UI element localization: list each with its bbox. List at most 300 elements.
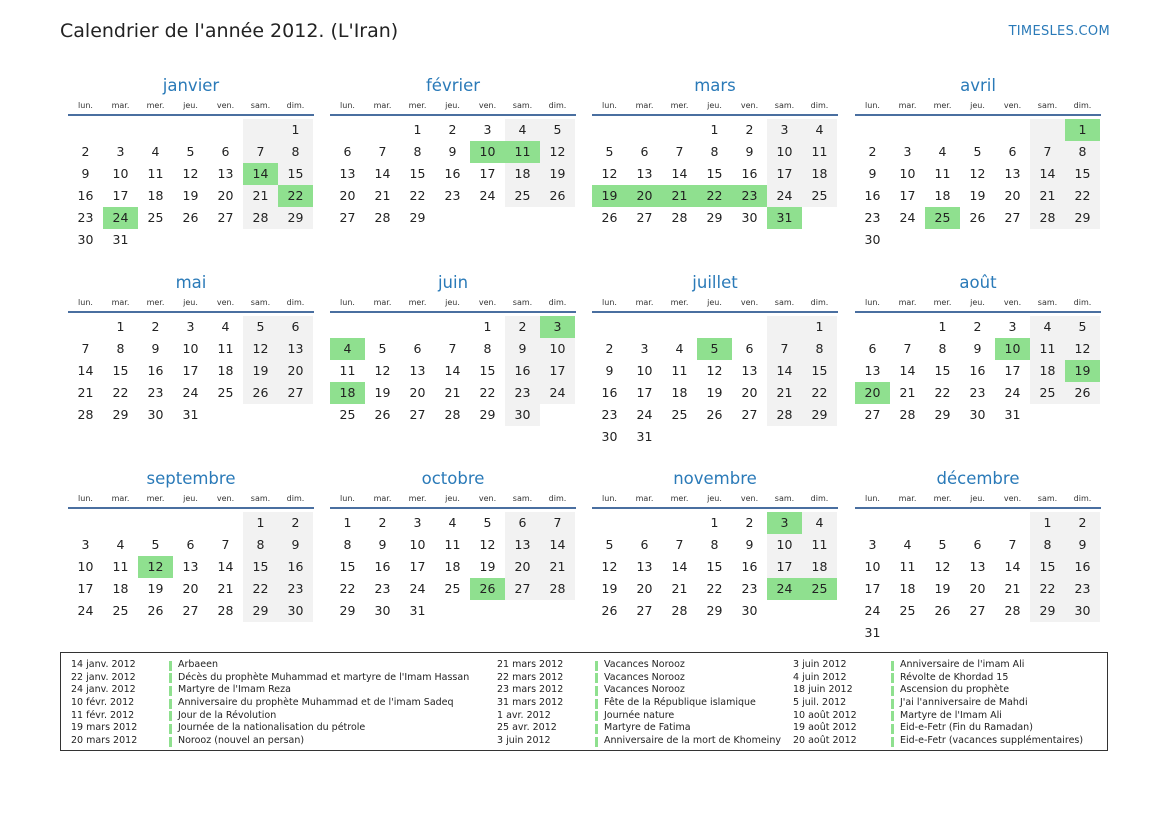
holiday-day-cell[interactable]: 18	[330, 382, 365, 404]
day-cell[interactable]: 8	[710, 144, 719, 159]
day-cell[interactable]: 8	[413, 144, 422, 159]
day-cell[interactable]: 21	[540, 556, 575, 578]
day-cell[interactable]: 7	[448, 341, 457, 356]
day-cell[interactable]: 28	[217, 603, 234, 618]
day-cell[interactable]: 27	[217, 210, 234, 225]
day-cell[interactable]: 9	[605, 363, 614, 378]
day-cell[interactable]: 26	[969, 210, 986, 225]
day-cell[interactable]: 2	[151, 319, 160, 334]
day-cell[interactable]: 29	[339, 603, 356, 618]
day-cell[interactable]: 25	[444, 581, 461, 596]
day-cell[interactable]: 21	[899, 385, 916, 400]
day-cell[interactable]: 20	[1004, 188, 1021, 203]
day-cell[interactable]: 14	[671, 559, 688, 574]
day-cell[interactable]: 17	[1004, 363, 1021, 378]
day-cell[interactable]: 23	[969, 385, 986, 400]
day-cell[interactable]: 23	[374, 581, 391, 596]
day-cell[interactable]: 17	[899, 188, 916, 203]
day-cell[interactable]: 6	[278, 316, 313, 338]
day-cell[interactable]: 16	[374, 559, 391, 574]
day-cell[interactable]: 7	[540, 512, 575, 534]
day-cell[interactable]: 18	[934, 188, 951, 203]
day-cell[interactable]: 2	[605, 341, 614, 356]
day-cell[interactable]: 4	[802, 512, 837, 534]
day-cell[interactable]: 8	[710, 537, 719, 552]
day-cell[interactable]: 16	[77, 188, 94, 203]
day-cell[interactable]: 27	[741, 407, 758, 422]
day-cell[interactable]: 29	[1030, 600, 1065, 622]
day-cell[interactable]: 5	[1065, 316, 1100, 338]
day-cell[interactable]: 13	[1004, 166, 1021, 181]
day-cell[interactable]: 22	[934, 385, 951, 400]
day-cell[interactable]: 30	[601, 429, 618, 444]
day-cell[interactable]: 21	[1004, 581, 1021, 596]
day-cell[interactable]: 15	[1065, 163, 1100, 185]
day-cell[interactable]: 29	[706, 210, 723, 225]
day-cell[interactable]: 2	[278, 512, 313, 534]
day-cell[interactable]: 23	[601, 407, 618, 422]
day-cell[interactable]: 23	[1065, 578, 1100, 600]
day-cell[interactable]: 4	[505, 119, 540, 141]
day-cell[interactable]: 18	[505, 163, 540, 185]
day-cell[interactable]: 9	[81, 166, 90, 181]
day-cell[interactable]: 19	[969, 188, 986, 203]
day-cell[interactable]: 19	[479, 559, 496, 574]
day-cell[interactable]: 28	[77, 407, 94, 422]
day-cell[interactable]: 30	[1065, 600, 1100, 622]
day-cell[interactable]: 17	[409, 559, 426, 574]
day-cell[interactable]: 16	[505, 360, 540, 382]
day-cell[interactable]: 2	[448, 122, 457, 137]
day-cell[interactable]: 14	[767, 360, 802, 382]
day-cell[interactable]: 6	[221, 144, 230, 159]
day-cell[interactable]: 18	[147, 188, 164, 203]
holiday-day-cell[interactable]: 4	[330, 338, 365, 360]
day-cell[interactable]: 26	[374, 407, 391, 422]
day-cell[interactable]: 28	[671, 210, 688, 225]
day-cell[interactable]: 7	[675, 537, 684, 552]
day-cell[interactable]: 6	[640, 537, 649, 552]
day-cell[interactable]: 7	[243, 141, 278, 163]
day-cell[interactable]: 25	[217, 385, 234, 400]
day-cell[interactable]: 23	[864, 210, 881, 225]
day-cell[interactable]: 6	[868, 341, 877, 356]
day-cell[interactable]: 15	[339, 559, 356, 574]
day-cell[interactable]: 15	[706, 559, 723, 574]
day-cell[interactable]: 18	[899, 581, 916, 596]
day-cell[interactable]: 3	[483, 122, 492, 137]
holiday-day-cell[interactable]: 20	[855, 382, 890, 404]
day-cell[interactable]: 16	[864, 188, 881, 203]
day-cell[interactable]: 17	[767, 163, 802, 185]
holiday-day-cell[interactable]: 14	[243, 163, 278, 185]
day-cell[interactable]: 2	[745, 515, 754, 530]
day-cell[interactable]: 4	[938, 144, 947, 159]
day-cell[interactable]: 7	[1030, 141, 1065, 163]
day-cell[interactable]: 3	[1008, 319, 1017, 334]
day-cell[interactable]: 1	[802, 316, 837, 338]
day-cell[interactable]: 19	[706, 385, 723, 400]
day-cell[interactable]: 3	[413, 515, 422, 530]
day-cell[interactable]: 2	[81, 144, 90, 159]
day-cell[interactable]: 29	[112, 407, 129, 422]
day-cell[interactable]: 5	[151, 537, 160, 552]
day-cell[interactable]: 23	[444, 188, 461, 203]
day-cell[interactable]: 26	[934, 603, 951, 618]
day-cell[interactable]: 3	[868, 537, 877, 552]
day-cell[interactable]: 27	[339, 210, 356, 225]
day-cell[interactable]: 13	[339, 166, 356, 181]
holiday-day-cell[interactable]: 3	[767, 512, 802, 534]
day-cell[interactable]: 29	[278, 207, 313, 229]
day-cell[interactable]: 2	[378, 515, 387, 530]
day-cell[interactable]: 15	[243, 556, 278, 578]
day-cell[interactable]: 15	[802, 360, 837, 382]
day-cell[interactable]: 30	[969, 407, 986, 422]
day-cell[interactable]: 14	[1004, 559, 1021, 574]
day-cell[interactable]: 31	[864, 625, 881, 640]
holiday-day-cell[interactable]: 25	[925, 207, 960, 229]
day-cell[interactable]: 4	[116, 537, 125, 552]
day-cell[interactable]: 12	[374, 363, 391, 378]
day-cell[interactable]: 18	[671, 385, 688, 400]
day-cell[interactable]: 13	[217, 166, 234, 181]
day-cell[interactable]: 11	[217, 341, 234, 356]
day-cell[interactable]: 3	[640, 341, 649, 356]
day-cell[interactable]: 11	[339, 363, 356, 378]
day-cell[interactable]: 20	[969, 581, 986, 596]
day-cell[interactable]: 10	[899, 166, 916, 181]
day-cell[interactable]: 4	[151, 144, 160, 159]
day-cell[interactable]: 11	[802, 534, 837, 556]
day-cell[interactable]: 13	[505, 534, 540, 556]
day-cell[interactable]: 14	[374, 166, 391, 181]
day-cell[interactable]: 13	[409, 363, 426, 378]
day-cell[interactable]: 6	[505, 512, 540, 534]
day-cell[interactable]: 5	[540, 119, 575, 141]
holiday-day-cell[interactable]: 22	[278, 185, 313, 207]
day-cell[interactable]: 14	[540, 534, 575, 556]
day-cell[interactable]: 6	[1008, 144, 1017, 159]
day-cell[interactable]: 24	[636, 407, 653, 422]
day-cell[interactable]: 20	[636, 581, 653, 596]
day-cell[interactable]: 20	[409, 385, 426, 400]
day-cell[interactable]: 8	[343, 537, 352, 552]
day-cell[interactable]: 6	[413, 341, 422, 356]
day-cell[interactable]: 22	[479, 385, 496, 400]
day-cell[interactable]: 2	[973, 319, 982, 334]
day-cell[interactable]: 19	[243, 360, 278, 382]
day-cell[interactable]: 1	[243, 512, 278, 534]
day-cell[interactable]: 8	[1030, 534, 1065, 556]
day-cell[interactable]: 1	[116, 319, 125, 334]
holiday-day-cell[interactable]: 31	[767, 207, 802, 229]
day-cell[interactable]: 29	[1065, 207, 1100, 229]
day-cell[interactable]: 30	[741, 603, 758, 618]
day-cell[interactable]: 7	[903, 341, 912, 356]
day-cell[interactable]: 11	[112, 559, 129, 574]
day-cell[interactable]: 24	[864, 603, 881, 618]
day-cell[interactable]: 20	[741, 385, 758, 400]
day-cell[interactable]: 10	[636, 363, 653, 378]
day-cell[interactable]: 10	[182, 341, 199, 356]
day-cell[interactable]: 15	[278, 163, 313, 185]
day-cell[interactable]: 25	[505, 185, 540, 207]
day-cell[interactable]: 3	[81, 537, 90, 552]
day-cell[interactable]: 27	[409, 407, 426, 422]
day-cell[interactable]: 22	[409, 188, 426, 203]
day-cell[interactable]: 17	[636, 385, 653, 400]
day-cell[interactable]: 26	[601, 603, 618, 618]
day-cell[interactable]: 2	[868, 144, 877, 159]
day-cell[interactable]: 23	[505, 382, 540, 404]
day-cell[interactable]: 10	[767, 141, 802, 163]
day-cell[interactable]: 23	[147, 385, 164, 400]
day-cell[interactable]: 23	[278, 578, 313, 600]
day-cell[interactable]: 19	[601, 581, 618, 596]
holiday-day-cell[interactable]: 23	[732, 185, 767, 207]
day-cell[interactable]: 13	[182, 559, 199, 574]
day-cell[interactable]: 10	[540, 338, 575, 360]
day-cell[interactable]: 28	[243, 207, 278, 229]
day-cell[interactable]: 18	[217, 363, 234, 378]
day-cell[interactable]: 17	[77, 581, 94, 596]
day-cell[interactable]: 27	[864, 407, 881, 422]
day-cell[interactable]: 9	[1065, 534, 1100, 556]
day-cell[interactable]: 4	[903, 537, 912, 552]
holiday-day-cell[interactable]: 20	[627, 185, 662, 207]
day-cell[interactable]: 22	[243, 578, 278, 600]
day-cell[interactable]: 2	[505, 316, 540, 338]
day-cell[interactable]: 24	[182, 385, 199, 400]
day-cell[interactable]: 10	[409, 537, 426, 552]
day-cell[interactable]: 1	[278, 119, 313, 141]
day-cell[interactable]: 16	[278, 556, 313, 578]
day-cell[interactable]: 11	[147, 166, 164, 181]
holiday-day-cell[interactable]: 1	[1065, 119, 1100, 141]
day-cell[interactable]: 16	[741, 559, 758, 574]
day-cell[interactable]: 18	[112, 581, 129, 596]
day-cell[interactable]: 31	[182, 407, 199, 422]
holiday-day-cell[interactable]: 26	[470, 578, 505, 600]
day-cell[interactable]: 14	[899, 363, 916, 378]
day-cell[interactable]: 28	[899, 407, 916, 422]
day-cell[interactable]: 9	[505, 338, 540, 360]
day-cell[interactable]: 28	[767, 404, 802, 426]
day-cell[interactable]: 13	[636, 559, 653, 574]
day-cell[interactable]: 31	[112, 232, 129, 247]
day-cell[interactable]: 11	[1030, 338, 1065, 360]
day-cell[interactable]: 14	[444, 363, 461, 378]
day-cell[interactable]: 30	[505, 404, 540, 426]
day-cell[interactable]: 1	[1030, 512, 1065, 534]
day-cell[interactable]: 28	[374, 210, 391, 225]
day-cell[interactable]: 25	[339, 407, 356, 422]
day-cell[interactable]: 8	[243, 534, 278, 556]
day-cell[interactable]: 4	[802, 119, 837, 141]
day-cell[interactable]: 12	[934, 559, 951, 574]
day-cell[interactable]: 12	[601, 559, 618, 574]
day-cell[interactable]: 25	[899, 603, 916, 618]
holiday-day-cell[interactable]: 12	[138, 556, 173, 578]
day-cell[interactable]: 17	[767, 556, 802, 578]
day-cell[interactable]: 9	[151, 341, 160, 356]
day-cell[interactable]: 25	[802, 185, 837, 207]
day-cell[interactable]: 8	[116, 341, 125, 356]
day-cell[interactable]: 13	[864, 363, 881, 378]
day-cell[interactable]: 24	[767, 185, 802, 207]
day-cell[interactable]: 30	[374, 603, 391, 618]
holiday-day-cell[interactable]: 19	[1065, 360, 1100, 382]
day-cell[interactable]: 13	[278, 338, 313, 360]
day-cell[interactable]: 9	[973, 341, 982, 356]
day-cell[interactable]: 9	[278, 534, 313, 556]
day-cell[interactable]: 12	[243, 338, 278, 360]
day-cell[interactable]: 30	[741, 210, 758, 225]
day-cell[interactable]: 5	[483, 515, 492, 530]
day-cell[interactable]: 5	[186, 144, 195, 159]
holiday-day-cell[interactable]: 5	[697, 338, 732, 360]
day-cell[interactable]: 29	[706, 603, 723, 618]
day-cell[interactable]: 8	[483, 341, 492, 356]
day-cell[interactable]: 16	[969, 363, 986, 378]
day-cell[interactable]: 21	[77, 385, 94, 400]
day-cell[interactable]: 5	[605, 144, 614, 159]
day-cell[interactable]: 3	[186, 319, 195, 334]
day-cell[interactable]: 4	[221, 319, 230, 334]
day-cell[interactable]: 31	[1004, 407, 1021, 422]
day-cell[interactable]: 24	[899, 210, 916, 225]
day-cell[interactable]: 27	[1004, 210, 1021, 225]
day-cell[interactable]: 7	[378, 144, 387, 159]
day-cell[interactable]: 17	[540, 360, 575, 382]
day-cell[interactable]: 18	[444, 559, 461, 574]
day-cell[interactable]: 20	[339, 188, 356, 203]
day-cell[interactable]: 21	[374, 188, 391, 203]
day-cell[interactable]: 5	[243, 316, 278, 338]
day-cell[interactable]: 27	[969, 603, 986, 618]
day-cell[interactable]: 8	[278, 141, 313, 163]
day-cell[interactable]: 29	[479, 407, 496, 422]
day-cell[interactable]: 21	[444, 385, 461, 400]
day-cell[interactable]: 31	[409, 603, 426, 618]
day-cell[interactable]: 11	[934, 166, 951, 181]
day-cell[interactable]: 24	[479, 188, 496, 203]
day-cell[interactable]: 6	[186, 537, 195, 552]
day-cell[interactable]: 13	[969, 559, 986, 574]
day-cell[interactable]: 26	[706, 407, 723, 422]
day-cell[interactable]: 24	[409, 581, 426, 596]
day-cell[interactable]: 18	[1030, 360, 1065, 382]
day-cell[interactable]: 22	[1030, 578, 1065, 600]
holiday-day-cell[interactable]: 19	[592, 185, 627, 207]
day-cell[interactable]: 14	[671, 166, 688, 181]
day-cell[interactable]: 22	[339, 581, 356, 596]
day-cell[interactable]: 13	[741, 363, 758, 378]
day-cell[interactable]: 6	[343, 144, 352, 159]
holiday-day-cell[interactable]: 11	[505, 141, 540, 163]
day-cell[interactable]: 8	[802, 338, 837, 360]
holiday-day-cell[interactable]: 22	[697, 185, 732, 207]
day-cell[interactable]: 19	[147, 581, 164, 596]
day-cell[interactable]: 4	[1030, 316, 1065, 338]
day-cell[interactable]: 9	[378, 537, 387, 552]
day-cell[interactable]: 12	[601, 166, 618, 181]
day-cell[interactable]: 26	[1065, 382, 1100, 404]
day-cell[interactable]: 1	[413, 122, 422, 137]
day-cell[interactable]: 28	[444, 407, 461, 422]
day-cell[interactable]: 29	[243, 600, 278, 622]
day-cell[interactable]: 19	[374, 385, 391, 400]
holiday-day-cell[interactable]: 24	[767, 578, 802, 600]
day-cell[interactable]: 20	[278, 360, 313, 382]
day-cell[interactable]: 11	[899, 559, 916, 574]
day-cell[interactable]: 29	[934, 407, 951, 422]
day-cell[interactable]: 12	[182, 166, 199, 181]
day-cell[interactable]: 15	[479, 363, 496, 378]
day-cell[interactable]: 3	[903, 144, 912, 159]
day-cell[interactable]: 25	[112, 603, 129, 618]
day-cell[interactable]: 15	[706, 166, 723, 181]
day-cell[interactable]: 28	[671, 603, 688, 618]
day-cell[interactable]: 7	[767, 338, 802, 360]
day-cell[interactable]: 14	[217, 559, 234, 574]
day-cell[interactable]: 1	[710, 122, 719, 137]
day-cell[interactable]: 25	[1030, 382, 1065, 404]
day-cell[interactable]: 2	[745, 122, 754, 137]
day-cell[interactable]: 30	[278, 600, 313, 622]
day-cell[interactable]: 19	[182, 188, 199, 203]
day-cell[interactable]: 29	[802, 404, 837, 426]
day-cell[interactable]: 5	[605, 537, 614, 552]
day-cell[interactable]: 6	[745, 341, 754, 356]
day-cell[interactable]: 24	[1004, 385, 1021, 400]
day-cell[interactable]: 10	[112, 166, 129, 181]
day-cell[interactable]: 16	[601, 385, 618, 400]
day-cell[interactable]: 26	[243, 382, 278, 404]
day-cell[interactable]: 12	[706, 363, 723, 378]
day-cell[interactable]: 23	[741, 581, 758, 596]
day-cell[interactable]: 23	[77, 210, 94, 225]
day-cell[interactable]: 22	[802, 382, 837, 404]
day-cell[interactable]: 31	[636, 429, 653, 444]
day-cell[interactable]: 27	[636, 603, 653, 618]
day-cell[interactable]: 11	[802, 141, 837, 163]
day-cell[interactable]: 3	[767, 119, 802, 141]
day-cell[interactable]: 13	[636, 166, 653, 181]
day-cell[interactable]: 20	[182, 581, 199, 596]
day-cell[interactable]: 8	[1065, 141, 1100, 163]
day-cell[interactable]: 10	[864, 559, 881, 574]
day-cell[interactable]: 24	[77, 603, 94, 618]
day-cell[interactable]: 4	[675, 341, 684, 356]
day-cell[interactable]: 21	[243, 185, 278, 207]
day-cell[interactable]: 6	[973, 537, 982, 552]
day-cell[interactable]: 14	[1030, 163, 1065, 185]
holiday-day-cell[interactable]: 21	[662, 185, 697, 207]
day-cell[interactable]: 19	[540, 163, 575, 185]
day-cell[interactable]: 16	[147, 363, 164, 378]
day-cell[interactable]: 1	[710, 515, 719, 530]
day-cell[interactable]: 3	[116, 144, 125, 159]
day-cell[interactable]: 12	[1065, 338, 1100, 360]
day-cell[interactable]: 17	[479, 166, 496, 181]
day-cell[interactable]: 21	[671, 581, 688, 596]
day-cell[interactable]: 1	[938, 319, 947, 334]
day-cell[interactable]: 7	[1008, 537, 1017, 552]
day-cell[interactable]: 16	[444, 166, 461, 181]
day-cell[interactable]: 7	[81, 341, 90, 356]
